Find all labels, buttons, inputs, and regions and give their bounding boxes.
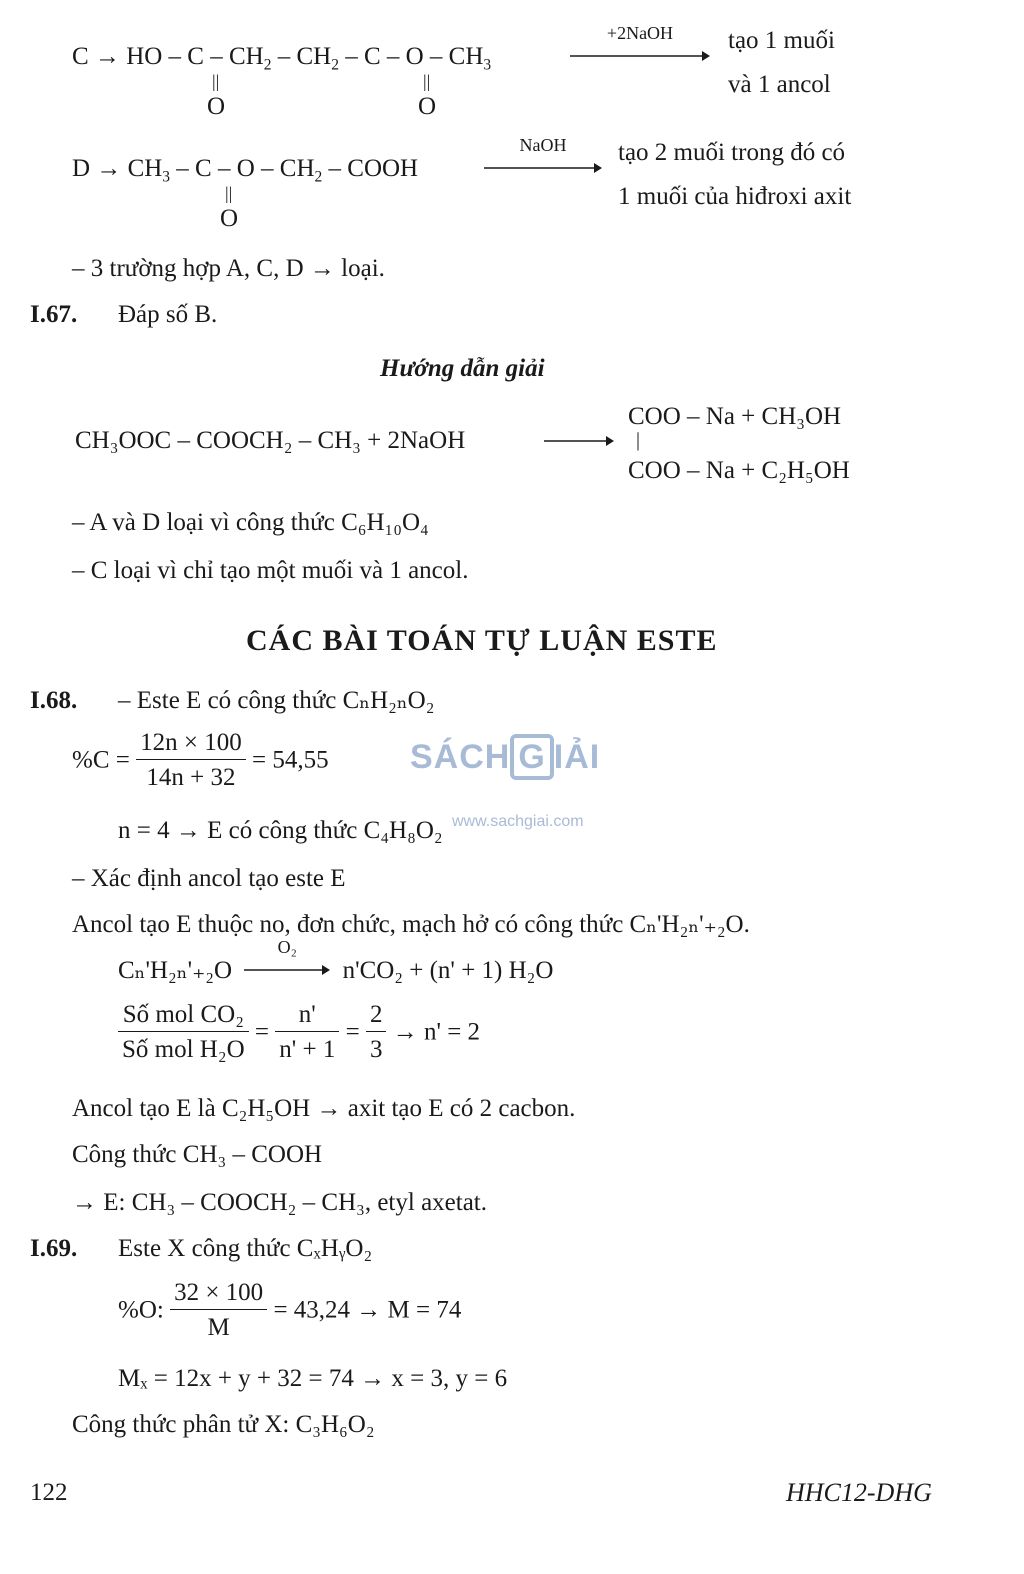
fraction: $\frac{12n \times 100}{14n + 32}$ (136, 730, 246, 790)
arrow-icon (244, 960, 330, 978)
n-result: n = 4 → E có công thức C₄H₈O₂ (118, 817, 443, 844)
result-line: 1 muối của hiđroxi axit (618, 183, 852, 210)
product-line: COO – Na + C₂H₅OH (628, 457, 850, 484)
conclusion-text: – 3 trường hợp A, C, D → loại. (72, 255, 385, 282)
percent-c-equation: %C = $\frac{12n \times 100}{14n + 32}$ = 54,55 (72, 729, 329, 791)
mole-ratio-equation: $\frac{\text{Số mol CO₂}}{\text{Số mol H₂O}}$ = $\frac{n'}{n' + 1}$ = $\frac{2}{3}$ → n' = 2 (118, 1002, 480, 1062)
acid-formula: Công thức CH₃ – COOH (72, 1141, 323, 1168)
arrow-icon (570, 44, 710, 64)
reaction-arrow (570, 23, 710, 69)
line-c: C → HO – C – $CH_2 - CH_2$ – C – O – $CH_3$ (72, 43, 492, 74)
watermark-url: www.sachgiai.com (452, 813, 584, 830)
line-d-label: D (72, 155, 91, 182)
oxygen-label: O (207, 93, 226, 120)
problem-number: I.67. (30, 301, 78, 328)
oxygen-label: O (220, 205, 239, 232)
result-line: tạo 1 muối (728, 27, 835, 54)
line-d-formula: $CH_3$ – C – O – $CH_2$ – COOH (127, 155, 419, 186)
result-line: tạo 2 muối trong đó có (618, 139, 846, 166)
watermark-logo: SÁCH G IẢI (410, 740, 600, 774)
book-code: HHC12-DHG (786, 1478, 932, 1507)
arrow-icon (484, 156, 602, 176)
molecular-formula: Công thức phân tử X: C₃H₆O₂ (72, 1411, 375, 1438)
guide-heading: Hướng dẫn giải (380, 355, 545, 382)
problem-number: I.68. (30, 687, 78, 714)
step-text: – Xác định ancol tạo este E (72, 865, 346, 892)
fraction: $\frac{2}{3}$ (366, 1002, 387, 1062)
bond-mark: | (636, 429, 641, 451)
double-bond-mark: || (225, 183, 233, 203)
reactant-formula: CH₃OOC – COOCH₂ – CH₃ + 2NaOH (75, 427, 466, 454)
page-number: 122 (30, 1479, 68, 1506)
combustion-equation: Cₙ'H₂ₙ'₊₂O O₂ n'CO₂ + (n' + 1) H₂O (118, 937, 554, 984)
reaction-arrow (544, 428, 614, 455)
section-title: CÁC BÀI TOÁN TỰ LUẬN ESTE (246, 624, 718, 657)
note-text: – A và D loại vì công thức C₆H₁₀O₄ (72, 509, 429, 536)
mass-equation: Mₓ = 12x + y + 32 = 74 → x = 3, y = 6 (118, 1365, 508, 1392)
fraction: $\frac{32 \times 100}{M}$ (170, 1280, 267, 1340)
fraction: $\frac{\text{Số mol CO₂}}{\text{Số mol H₂O}}$ (118, 1002, 249, 1062)
oxygen-label: O (418, 93, 437, 120)
percent-o-equation: %O: $\frac{32 \times 100}{M}$ = 43,24 → M = 74 (118, 1279, 462, 1341)
alcohol-description: Ancol tạo E thuộc no, đơn chức, mạch hở có công thức Cₙ'H₂ₙ'₊₂O. (72, 911, 750, 938)
line-c-label: C (72, 43, 89, 70)
reaction-arrow (484, 135, 602, 181)
line-d: $D \to CH_3 - C - O - CH_2$ – COOH (72, 155, 419, 186)
ester-result: → E: CH₃ – COOCH₂ – CH₃, etyl axetat. (72, 1189, 488, 1216)
alcohol-result: Ancol tạo E là C₂H₅OH → axit tạo E có 2 cacbon. (72, 1095, 576, 1122)
statement-text: – Este E có công thức CₙH₂ₙO₂ (118, 687, 435, 714)
arrow-icon (544, 428, 614, 450)
reagent-label: NaOH (519, 135, 567, 155)
note-text: – C loại vì chỉ tạo một muối và 1 ancol. (72, 557, 469, 584)
reagent-label: O₂ (277, 937, 297, 957)
fraction: $\frac{n'}{n' + 1}$ (275, 1002, 339, 1062)
reagent-label: +2NaOH (606, 23, 674, 43)
problem-number: I.69. (30, 1235, 78, 1262)
statement-text: Este X công thức CₓHᵧO₂ (118, 1235, 373, 1262)
product-line: COO – Na + CH₃OH (628, 403, 842, 430)
double-bond-mark: || (212, 71, 220, 91)
double-bond-mark: || (423, 71, 431, 91)
line-c-formula: HO – C – $CH_2 - CH_2$ – C – O – $CH_3$ (126, 43, 492, 74)
answer-text: Đáp số B. (118, 301, 218, 328)
result-line: và 1 ancol (728, 71, 831, 98)
